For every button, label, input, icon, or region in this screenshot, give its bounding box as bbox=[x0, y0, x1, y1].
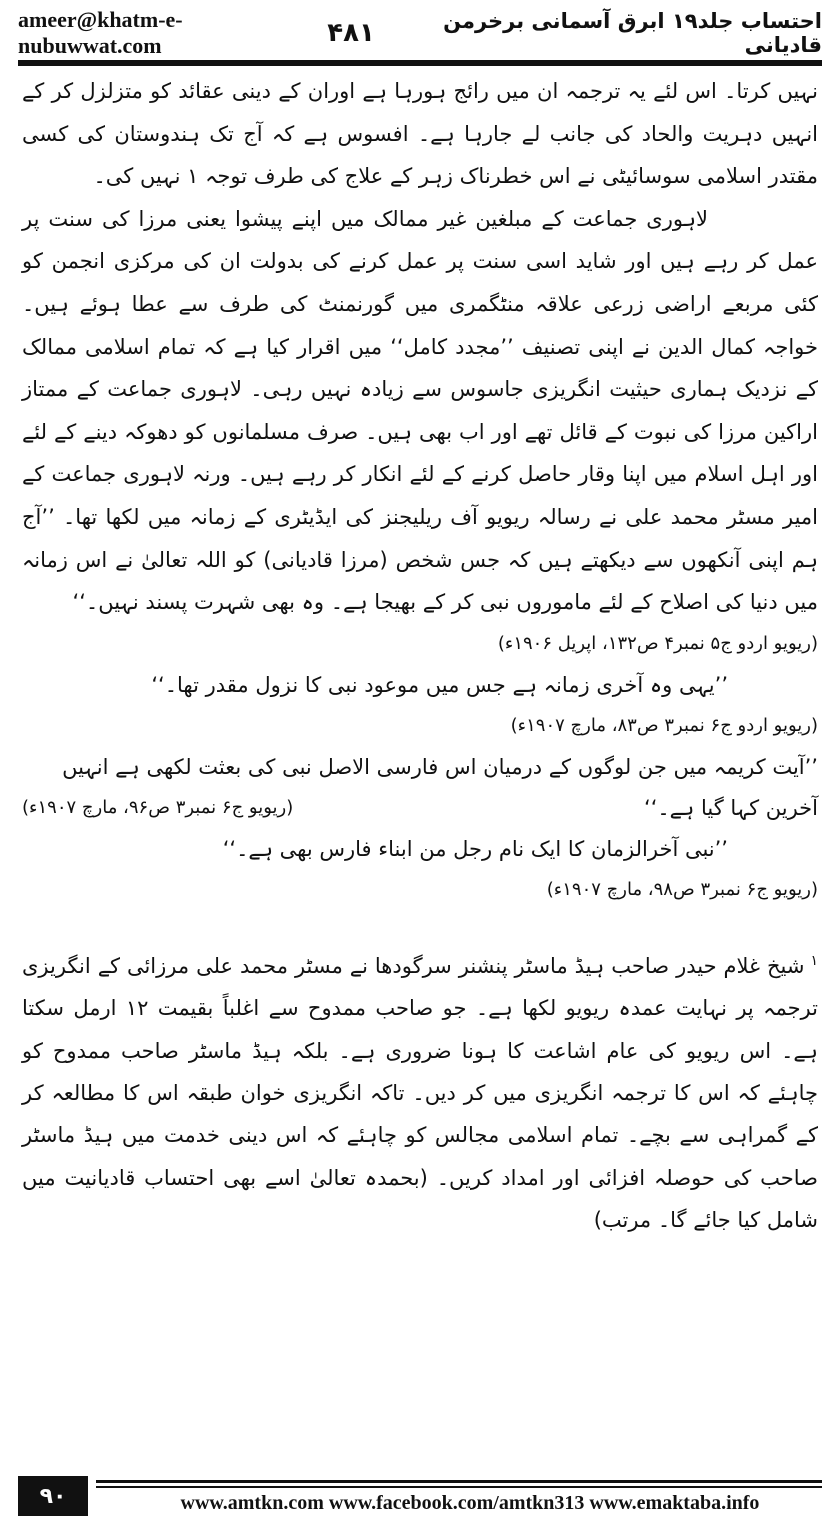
page-header bbox=[18, 8, 822, 58]
footnote-separator bbox=[22, 910, 818, 940]
footnote-marker: ۱ bbox=[810, 952, 818, 969]
page-content bbox=[22, 70, 818, 1242]
page-footer bbox=[18, 1476, 822, 1528]
header-rule bbox=[18, 60, 822, 66]
body-paragraph-2: لاہوری جماعت کے مبلغین غیر ممالک میں اپنے پیشوا یعنی مرزا کی سنت پر عمل کر رہے ہیں اور شاید اسی سنت پر عمل کرنے کی بدولت ان کی مرکزی انجمن کو کئی مربعے اراضی زرعی علاقہ منٹگمری میں گورنمنٹ کی طرف سے عطا ہوئے ہیں۔ خواجہ کمال الدین نے اپنی تصنیف ’’مجدد کامل‘‘ میں اقرار کیا ہے کہ تمام اسلامی ممالک کے نزدیک ہماری حیثیت انگریزی جاسوس سے زیادہ نہیں رہی۔ لاہوری جماعت کے ممتاز اراکین مرزا کی نبوت کے قائل تھے اور اب بھی ہیں۔ صرف مسلمانوں کو دھوکہ دینے کے لئے اور اہل اسلام میں اپنا وقار حاصل کرنے کے لئے انکار کر رہے ہیں۔ ورنہ لاہوری جماعت کے امیر مسٹر محمد علی نے رسالہ ریویو آف ریلیجنز کی ایڈیٹری کے زمانہ میں لکھا تھا۔ ’’آج ہم اپنی آنکھوں سے دیکھتے ہیں کہ جس شخص (مرزا قادیانی) کو اللہ تعالیٰ نے اس زمانہ میں دنیا کی اصلاح کے لئے ماموروں نبی کر کے بھیجا ہے۔ وہ بھی شہرت پسند نہیں۔‘‘ bbox=[22, 206, 818, 615]
citation-4: (ریویو ج۶ نمبر۳ ص۹۸، مارچ ۱۹۰۷ء) bbox=[546, 878, 818, 900]
footer-rule-thick bbox=[96, 1480, 822, 1483]
footnote-text: شیخ غلام حیدر صاحب ہیڈ ماسٹر پنشنر سرگودھا نے مسٹر محمد علی مرزائی کے انگریزی ترجمہ پر نہایت عمدہ ریویو لکھا ہے۔ جو صاحب ممدوح سے اغلباً بقیمت ۱۲ ارمل سکتا ہے۔ اس ریویو کی عام اشاعت کا ہونا ضروری ہے۔ بلکہ ہیڈ ماسٹر صاحب ممدوح کو چاہئے کہ اس کا ترجمہ انگریزی میں کر دیں۔ تاکہ انگریزی خوان طبقہ اس کا مطالعہ کر کے گمراہی سے بچے۔ تمام اسلامی مجالس کو چاہئے کہ اس دینی خدمت میں ہیڈ ماسٹر صاحب کی حوصلہ افزائی اور امداد کریں۔ (بحمدہ تعالیٰ اسے بھی احتساب قادیانیت میں شامل کیا جائے گا۔ مرتب) bbox=[22, 953, 818, 1233]
footer-rule-thin bbox=[96, 1486, 822, 1488]
header-title: احتساب جلد۱۹ ابرق آسمانی برخرمن قادیانی bbox=[443, 9, 822, 57]
body-paragraph-1: نہیں کرتا۔ اس لئے یہ ترجمہ ان میں رائج ہورہا ہے اوران کے دینی عقائد کو متزلزل کر کے انہیں دہریت والحاد کی جانب لے جارہا ہے۔ افسوس ہے کہ آج تک ہندوستان کی کسی مقتدر اسلامی سوسائیٹی نے اس خطرناک زہر کے علاج کی طرف توجہ ۱ نہیں کی۔ bbox=[22, 79, 818, 189]
quote-4: ’’نبی آخرالزمان کا ایک نام رجل من ابناء فارس بھی ہے۔‘‘ bbox=[222, 836, 728, 861]
header-email: ameer@khatm-e-nubuwwat.com bbox=[18, 7, 183, 58]
citation-2: (ریویو اردو ج۶ نمبر۳ ص۸۳، مارچ ۱۹۰۷ء) bbox=[510, 714, 818, 736]
header-page-number: ۴۸۱ bbox=[327, 18, 375, 48]
footnote bbox=[22, 940, 818, 1242]
header-left bbox=[18, 7, 375, 59]
citation-3: (ریویو ج۶ نمبر۳ ص۹۶، مارچ ۱۹۰۷ء) bbox=[22, 796, 294, 818]
citation-1: (ریویو اردو ج۵ نمبر۴ ص۱۳۲، اپریل ۱۹۰۶ء) bbox=[497, 632, 818, 654]
quote-3-line-1: ’’آیت کریمہ میں جن لوگوں کے درمیان اس فارسی الاصل نبی کی بعثت لکھی ہے انہیں bbox=[62, 754, 818, 779]
quote-2: ’’یہی وہ آخری زمانہ ہے جس میں موعود نبی کا نزول مقدر تھا۔‘‘ bbox=[151, 672, 728, 697]
quote-3-line-2: آخرین کہا گیا ہے۔‘‘ bbox=[644, 795, 818, 820]
footer-urls: www.amtkn.com www.facebook.com/amtkn313 www.emaktaba.info bbox=[180, 1492, 760, 1514]
quote-3-line-2-row bbox=[22, 788, 818, 828]
footer-page-number: ۹۰ bbox=[18, 1476, 88, 1516]
